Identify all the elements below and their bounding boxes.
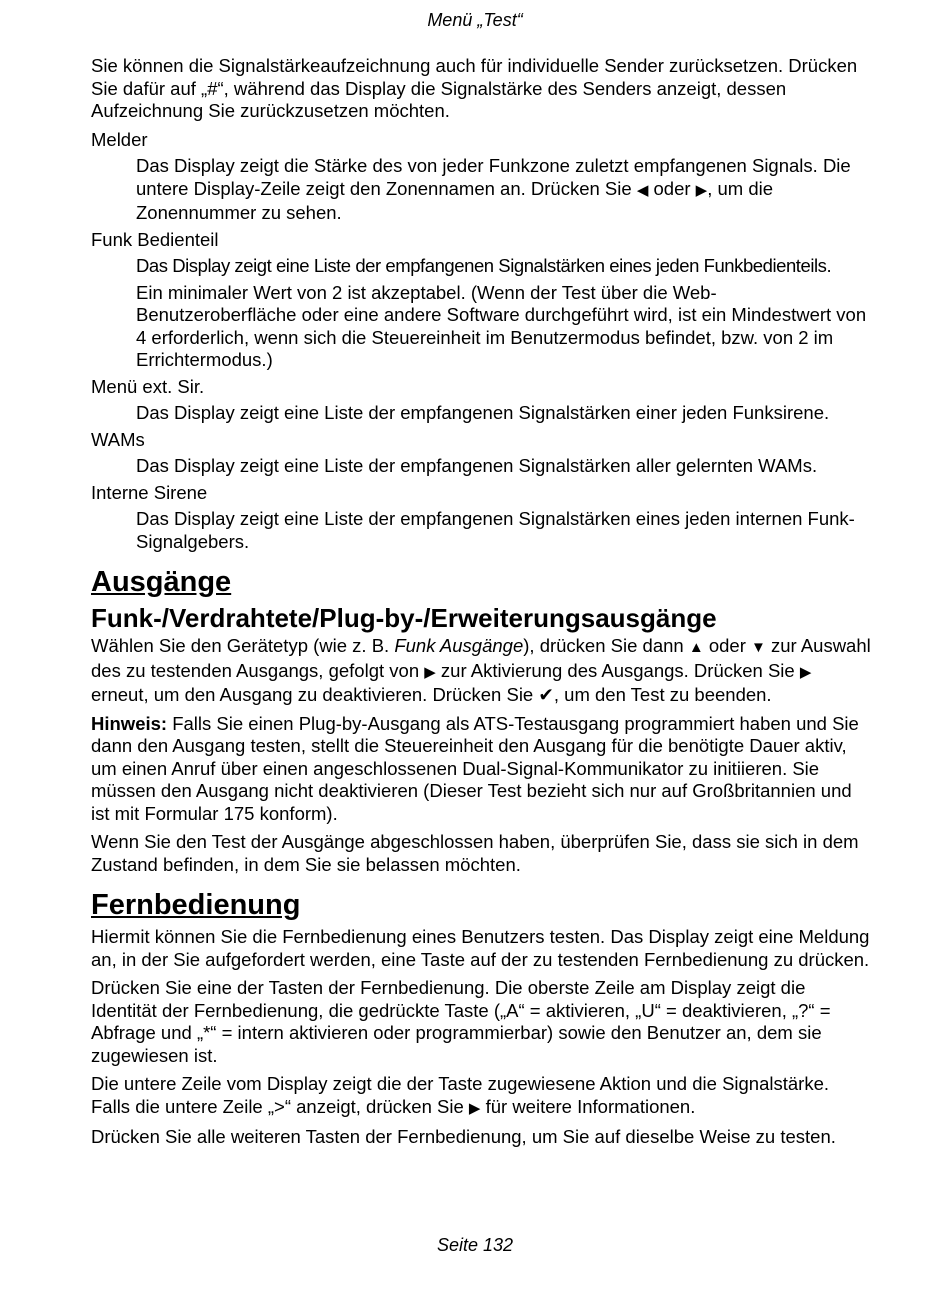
def-menu-ext-sir: Das Display zeigt eine Liste der empfangenen Signalstärken einer jeden Funksirene.	[136, 402, 830, 423]
intro-paragraph: Sie können die Signalstärkeaufzeichnung auch für individuelle Sender zurücksetzen. Drücken Sie dafür auf „#“, während das Display die Signalstärke des Senders anzeigt, dessen Aufzeichnung Sie zurückzusetzen möchten.	[91, 55, 858, 121]
term-menu-ext-sir: Menü ext. Sir.	[91, 375, 205, 397]
term-interne-sirene: Interne Sirene	[91, 481, 208, 503]
page-footer: Seite 132	[436, 1235, 514, 1255]
def-funk-bedienteil-1: Das Display zeigt eine Liste der empfangenen Signalstärken eines jeden Funkbedienteils.	[136, 255, 832, 276]
ausgaenge-text-a: Wählen Sie den Gerätetyp (wie z. B.	[91, 635, 395, 656]
ausgaenge-text-e: zur Aktivierung des Ausgangs. Drücken Sie	[435, 659, 800, 681]
heading-fernbedienung: Fernbedienung	[91, 889, 301, 921]
def-melder-text-b: oder	[648, 177, 696, 199]
up-arrow-icon: ▲	[688, 639, 704, 656]
page-content	[91, 55, 871, 1155]
right-arrow-icon: ▶	[468, 1099, 481, 1117]
right-arrow-icon: ▶	[799, 663, 812, 681]
ausgaenge-paragraph-1	[91, 635, 871, 707]
emphasis-funk-ausgaenge: Funk Ausgänge	[394, 635, 524, 656]
ausgaenge-text-d: zur Auswahl des zu testenden Ausgangs, gefolgt von	[91, 635, 871, 681]
right-arrow-icon: ▶	[695, 181, 708, 199]
def-interne-sirene: Das Display zeigt eine Liste der empfangenen Signalstärken eines jeden internen Funk-Signalgebers.	[136, 508, 855, 552]
page-header: Menü „Test“	[427, 10, 523, 30]
ausgaenge-paragraph-3: Wenn Sie den Test der Ausgänge abgeschlossen haben, überprüfen Sie, dass sie sich in dem Zustand befinden, in dem Sie sie belassen möchten.	[91, 831, 859, 875]
right-arrow-icon: ▶	[424, 663, 436, 681]
note-label: Hinweis:	[91, 712, 168, 734]
def-melder-text-c: , um die Zonennummer zu sehen.	[136, 177, 774, 223]
ausgaenge-text-c: oder	[703, 635, 751, 656]
def-melder	[136, 155, 871, 225]
note-text: Falls Sie einen Plug-by-Ausgang als ATS-Testausgang programmiert haben und Sie dann den Ausgang testen, stellt die Steuereinheit den Ausgang für die benötigte Dauer aktiv, um einen Anruf über einen angeschlossenen Dual-Signal-Kommunikator zu initiieren. Sie müssen den Ausgang nicht deaktivieren (Dieser Test bezieht sich nur auf Großbritannien und ist mit Formular 175 konform).	[91, 712, 859, 824]
down-arrow-icon: ▼	[751, 639, 766, 656]
fernbedienung-paragraph-3	[91, 1073, 871, 1120]
fernbedienung-paragraph-2: Drücken Sie eine der Tasten der Fernbedienung. Die oberste Zeile am Display zeigt die Identität der Fernbedienung, die gedrückte Taste („A“ = aktivieren, „U“ = deaktivieren, „?“ = Abfrage und „*“ = intern aktivieren oder programmierbar) sowie den Benutzer an, dem sie zugewiesen ist.	[91, 977, 831, 1066]
term-melder: Melder	[91, 128, 148, 150]
ausgaenge-text-g: , um den Test zu beenden.	[553, 684, 772, 705]
def-funk-bedienteil-2: Ein minimaler Wert von 2 ist akzeptabel. (Wenn der Test über die Web-Benutzeroberfläche oder eine andere Software durchgeführt wird, ist ein Mindestwert von 4 erforderlich, wenn sich die Steuereinheit im Benutzermodus befindet, bzw. von 2 im Errichtermodus.)	[136, 281, 867, 370]
term-wams: WAMs	[91, 428, 145, 450]
check-icon: ✔	[538, 684, 554, 705]
ausgaenge-note	[91, 713, 871, 826]
def-wams: Das Display zeigt eine Liste der empfangenen Signalstärken aller gelernten WAMs.	[136, 455, 818, 476]
term-funk-bedienteil: Funk Bedienteil	[91, 228, 219, 250]
fernbedienung-paragraph-1: Hiermit können Sie die Fernbedienung eines Benutzers testen. Das Display zeigt eine Meldung an, in der Sie aufgefordert werden, eine Taste auf der zu testenden Fernbedienung zu drücken.	[91, 926, 870, 970]
fernbedienung-text-b: für weitere Informationen.	[480, 1095, 696, 1117]
ausgaenge-text-f: erneut, um den Ausgang zu deaktivieren. Drücken Sie	[91, 684, 539, 705]
subheading-ausgaenge: Funk-/Verdrahtete/Plug-by-/Erweiterungsausgänge	[91, 603, 717, 633]
fernbedienung-paragraph-4: Drücken Sie alle weiteren Tasten der Fernbedienung, um Sie auf dieselbe Weise zu testen.	[91, 1126, 836, 1147]
def-melder-text-a: Das Display zeigt die Stärke des von jeder Funkzone zuletzt empfangenen Signals. Die untere Display-Zeile zeigt den Zonennamen an. Drücken Sie	[136, 155, 851, 199]
fernbedienung-text-a: Die untere Zeile vom Display zeigt die der Taste zugewiesene Aktion und die Signalstärke. Falls die untere Zeile „>“ anzeigt, drücken Sie	[91, 1073, 830, 1117]
ausgaenge-text-b: ), drücken Sie dann	[523, 635, 689, 656]
left-arrow-icon: ◀	[636, 181, 649, 199]
heading-ausgaenge: Ausgänge	[91, 566, 232, 598]
